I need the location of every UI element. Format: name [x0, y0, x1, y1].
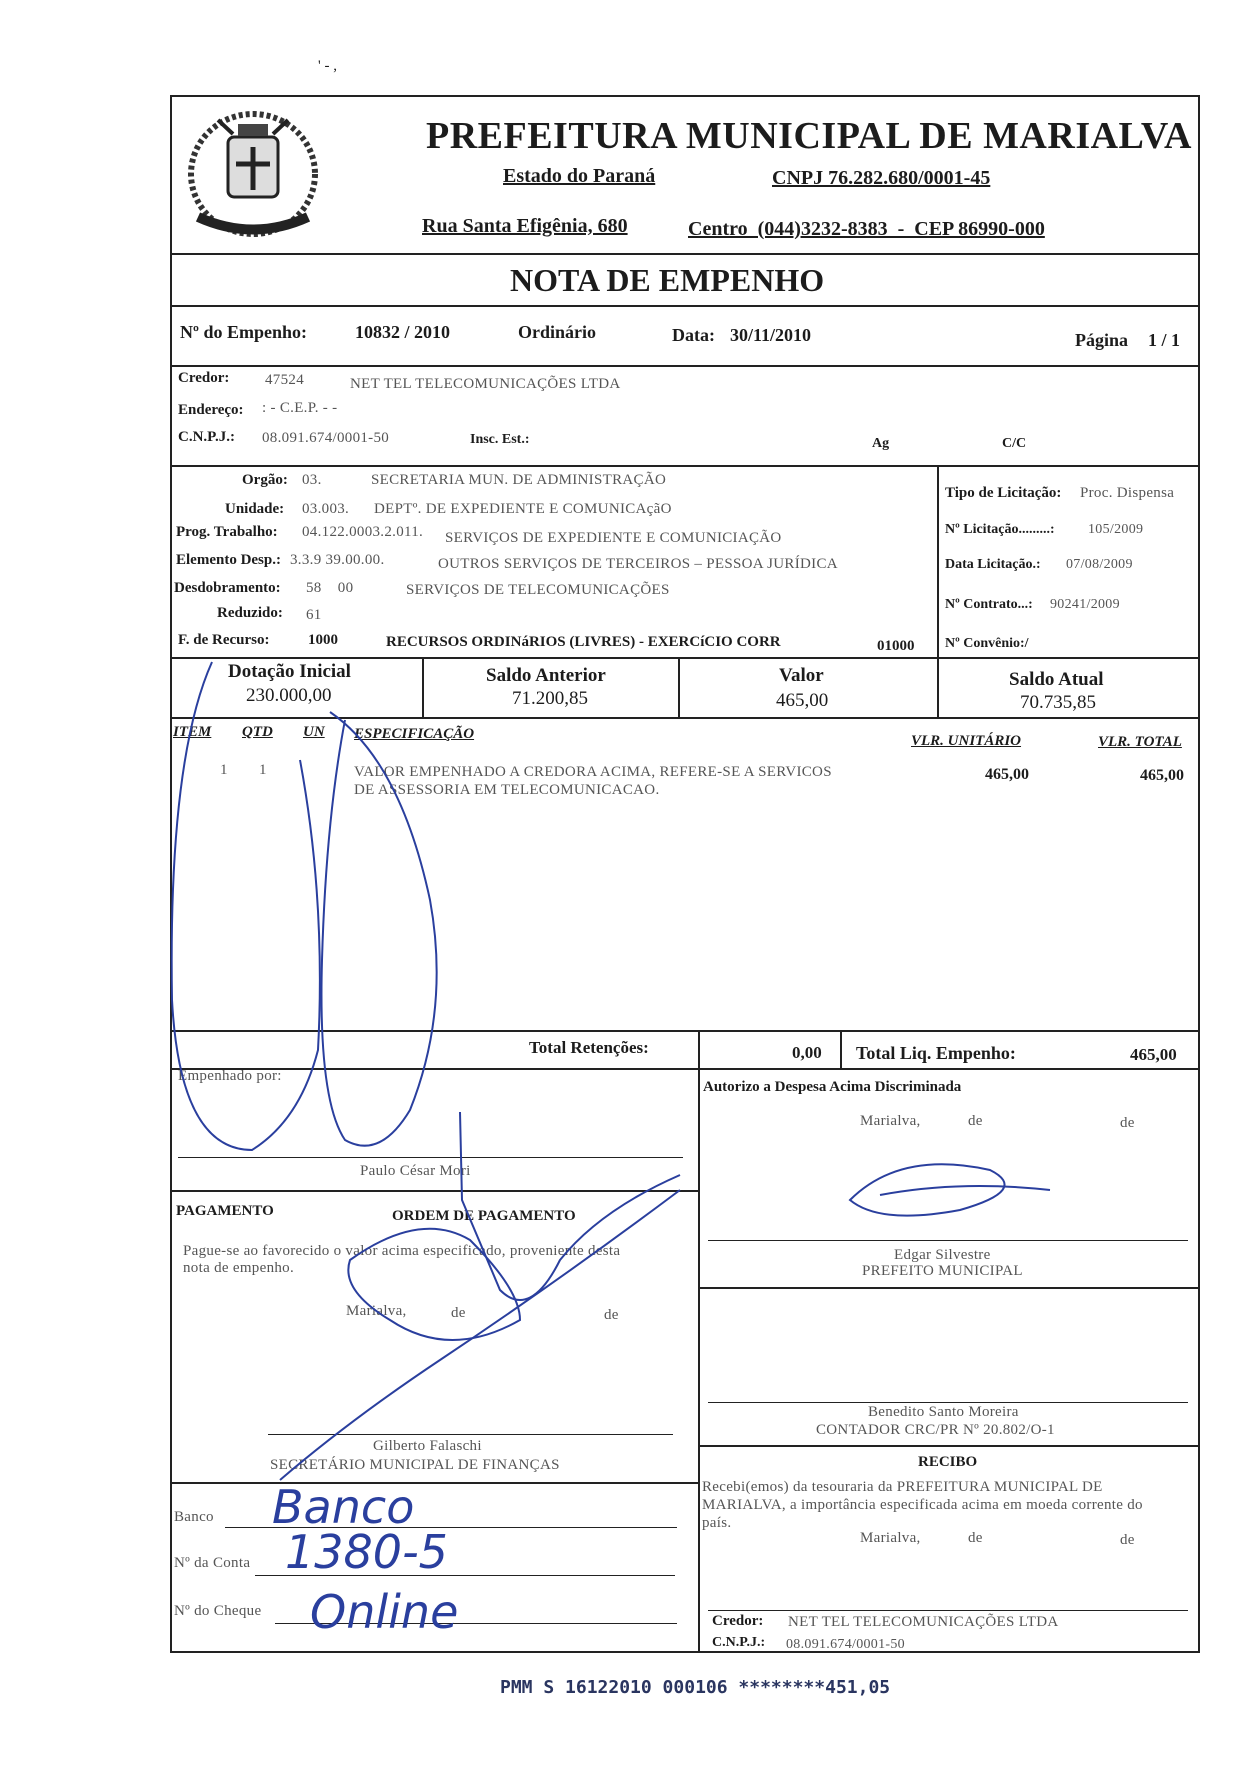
- divider: [170, 365, 1200, 367]
- divider: [170, 465, 1200, 467]
- agencia-label: Ag: [872, 436, 890, 451]
- retencoes-label: Total Retenções:: [529, 1038, 649, 1057]
- divider: [170, 717, 1200, 719]
- divider: [840, 1030, 842, 1070]
- recibo-place: Marialva,: [860, 1530, 921, 1546]
- divider: [698, 1068, 700, 1653]
- autorizo-de2: de: [1120, 1115, 1135, 1131]
- saldo-atual-value: 70.735,85: [1020, 692, 1096, 713]
- contador-name: Benedito Santo Moreira: [868, 1404, 1019, 1420]
- empenho-type: Ordinário: [518, 322, 597, 342]
- ordem-pagamento-label: ORDEM DE PAGAMENTO: [392, 1208, 576, 1224]
- insc-est-label: Insc. Est.:: [470, 432, 530, 447]
- conta-label: Nº da Conta: [174, 1555, 251, 1571]
- desdobramento-code: 58 00: [306, 580, 354, 596]
- elemento-code: 3.3.9 39.00.00.: [290, 552, 385, 568]
- prefeito-name: Edgar Silvestre: [894, 1247, 991, 1263]
- handwritten-conta: 1380-5: [285, 1525, 448, 1579]
- signature-line: [708, 1610, 1188, 1611]
- divider: [937, 465, 939, 657]
- elemento-label: Elemento Desp.:: [176, 552, 281, 568]
- dotacao-value: 230.000,00: [246, 685, 332, 706]
- item-spec-line1: VALOR EMPENHADO A CREDORA ACIMA, REFERE-SE A SERVICOS: [354, 764, 832, 780]
- recibo-text-line3: país.: [702, 1515, 732, 1531]
- divider: [170, 1068, 1200, 1070]
- cnpj-prefeitura: CNPJ 76.282.680/0001-45: [772, 167, 991, 189]
- contador-role: CONTADOR CRC/PR Nº 20.802/O-1: [816, 1422, 1055, 1438]
- conta-corrente-label: C/C: [1002, 436, 1027, 451]
- desdobramento-label: Desdobramento:: [174, 580, 281, 596]
- col-vlr-unitario: VLR. UNITÁRIO: [911, 733, 1022, 749]
- saldo-anterior-value: 71.200,85: [512, 688, 588, 709]
- signature-line: [708, 1402, 1188, 1403]
- recurso-code: 1000: [308, 632, 338, 648]
- date-label: Data:: [672, 325, 715, 345]
- doc-title: NOTA DE EMPENHO: [510, 262, 825, 298]
- divider: [170, 1030, 1200, 1032]
- empenho-number-label: Nº do Empenho:: [180, 322, 307, 342]
- footer-code: PMM S 16122010 000106 ********451,05: [500, 1677, 891, 1698]
- credor-code: 47524: [265, 372, 304, 388]
- reduzido-label: Reduzido:: [217, 605, 283, 621]
- contrato-label: Nº Contrato...:: [945, 597, 1033, 612]
- top-mark: ' - ,: [318, 58, 337, 74]
- empenhado-name: Paulo César Mori: [360, 1163, 471, 1179]
- recurso-label: F. de Recurso:: [178, 632, 270, 648]
- pagamento-de1: de: [451, 1305, 466, 1321]
- recibo-text-line1: Recebi(emos) da tesouraria da PREFEITURA MUNICIPAL DE: [702, 1479, 1103, 1495]
- tipo-licitacao-label: Tipo de Licitação:: [945, 485, 1062, 501]
- empenhado-label: Empenhado por:: [178, 1068, 282, 1084]
- secretario-name: Gilberto Falaschi: [373, 1438, 482, 1454]
- recibo-credor-label: Credor:: [712, 1613, 764, 1629]
- cnpj-label: C.N.P.J.:: [178, 429, 235, 445]
- pagamento-text-line2: nota de empenho.: [183, 1260, 295, 1276]
- credor-name: NET TEL TELECOMUNICAÇÕES LTDA: [350, 376, 621, 392]
- reduzido-code: 61: [306, 607, 322, 623]
- banco-label: Banco: [174, 1509, 214, 1525]
- handwritten-cheque: Online: [310, 1585, 459, 1639]
- convenio-label: Nº Convênio:/: [945, 636, 1029, 651]
- item-total-value: 465,00: [1140, 767, 1184, 784]
- data-licitacao: 07/08/2009: [1066, 557, 1133, 572]
- autorizo-de1: de: [968, 1113, 983, 1129]
- state-name: Estado do Paraná: [503, 165, 656, 187]
- recibo-de1: de: [968, 1530, 983, 1546]
- orgao-code: 03.: [302, 472, 322, 488]
- recurso-desc: RECURSOS ORDINáRIOS (LIVRES) - EXERCíCIO CORR: [386, 634, 781, 650]
- item-qtd: 1: [259, 762, 267, 778]
- divider: [170, 657, 1200, 659]
- divider: [422, 657, 424, 717]
- saldo-anterior-label: Saldo Anterior: [486, 665, 606, 686]
- pagamento-text-line1: Pague-se ao favorecido o valor acima especificado, proveniente desta: [183, 1243, 621, 1259]
- address-district: Centro (044)3232-8383 - CEP 86990-000: [688, 218, 1045, 240]
- total-liq-label: Total Liq. Empenho:: [856, 1043, 1016, 1063]
- credor-cnpj: 08.091.674/0001-50: [262, 430, 390, 446]
- divider: [170, 305, 1200, 307]
- pagamento-label: PAGAMENTO: [176, 1203, 274, 1219]
- recibo-label: RECIBO: [918, 1454, 978, 1470]
- item-unit-value: 465,00: [985, 766, 1029, 783]
- col-qtd: QTD: [242, 724, 273, 740]
- handwritten-banco: Banco: [272, 1480, 415, 1534]
- autorizo-label: Autorizo a Despesa Acima Discriminada: [703, 1079, 962, 1095]
- col-un: UN: [303, 724, 325, 740]
- divider: [698, 1030, 700, 1070]
- divider: [698, 1287, 1200, 1289]
- divider: [937, 657, 939, 717]
- signature-line: [268, 1434, 673, 1435]
- page-label: Página: [1075, 330, 1129, 350]
- col-vlr-total: VLR. TOTAL: [1098, 734, 1182, 750]
- recurso-number: 01000: [877, 638, 915, 654]
- col-item: ITEM: [173, 724, 212, 740]
- orgao-label: Orgão:: [242, 472, 288, 488]
- recibo-cnpj: 08.091.674/0001-50: [786, 1637, 905, 1652]
- empenho-date: 30/11/2010: [730, 325, 812, 345]
- cheque-label: Nº do Cheque: [174, 1603, 262, 1619]
- signature-line: [178, 1157, 683, 1158]
- prog-trabalho-code: 04.122.0003.2.011.: [302, 524, 424, 540]
- orgao-desc: SECRETARIA MUN. DE ADMINISTRAÇÃO: [371, 472, 667, 488]
- pagamento-place: Marialva,: [346, 1303, 407, 1319]
- data-licitacao-label: Data Licitação.:: [945, 557, 1041, 572]
- page-title: PREFEITURA MUNICIPAL DE MARIALVA: [426, 115, 1192, 157]
- recibo-de2: de: [1120, 1532, 1135, 1548]
- contrato-number: 90241/2009: [1050, 597, 1120, 612]
- recibo-text-line2: MARIALVA, a importância especificada acima em moeda corrente do: [702, 1497, 1143, 1513]
- col-especificacao: ESPECIFICAÇÃO: [354, 726, 475, 742]
- num-licitacao: 105/2009: [1088, 522, 1144, 537]
- prog-trabalho-label: Prog. Trabalho:: [176, 524, 278, 540]
- retencoes-value: 0,00: [792, 1043, 822, 1062]
- prefeito-role: PREFEITO MUNICIPAL: [862, 1263, 1023, 1279]
- recibo-credor-name: NET TEL TELECOMUNICAÇÕES LTDA: [788, 1614, 1059, 1630]
- item-spec-line2: DE ASSESSORIA EM TELECOMUNICACAO.: [354, 782, 660, 798]
- total-liq-value: 465,00: [1130, 1045, 1177, 1064]
- unidade-label: Unidade:: [225, 501, 285, 517]
- autorizo-place: Marialva,: [860, 1113, 921, 1129]
- credor-label: Credor:: [178, 370, 230, 386]
- divider: [170, 1190, 698, 1192]
- address-street: Rua Santa Efigênia, 680: [422, 215, 628, 237]
- recibo-cnpj-label: C.N.P.J.:: [712, 1635, 766, 1650]
- secretario-role: SECRETÁRIO MUNICIPAL DE FINANÇAS: [270, 1457, 560, 1473]
- saldo-atual-label: Saldo Atual: [1009, 669, 1104, 690]
- num-licitacao-label: Nº Licitação.........:: [945, 522, 1055, 537]
- prog-trabalho-desc: SERVIÇOS DE EXPEDIENTE E COMUNICIAÇÃO: [445, 530, 782, 546]
- empenho-number: 10832 / 2010: [355, 322, 451, 342]
- desdobramento-desc: SERVIÇOS DE TELECOMUNICAÇÕES: [406, 582, 670, 598]
- endereco-label: Endereço:: [178, 402, 244, 418]
- endereco-value: : - C.E.P. - -: [262, 400, 338, 416]
- divider: [678, 657, 680, 717]
- divider: [698, 1445, 1200, 1447]
- unidade-code: 03.003.: [302, 501, 350, 517]
- valor-value: 465,00: [776, 690, 829, 711]
- page-number: 1 / 1: [1148, 330, 1181, 350]
- valor-label: Valor: [779, 665, 824, 686]
- coat-of-arms-icon: [178, 102, 328, 252]
- unidade-desc: DEPTº. DE EXPEDIENTE E COMUNICAçãO: [374, 501, 672, 517]
- item-number: 1: [220, 762, 228, 778]
- elemento-desc: OUTROS SERVIÇOS DE TERCEIROS – PESSOA JURÍDICA: [438, 556, 838, 572]
- divider: [170, 1482, 698, 1484]
- dotacao-label: Dotação Inicial: [228, 661, 351, 682]
- signature-line: [708, 1240, 1188, 1241]
- pagamento-de2: de: [604, 1307, 619, 1323]
- divider: [170, 253, 1200, 255]
- tipo-licitacao: Proc. Dispensa: [1080, 485, 1175, 501]
